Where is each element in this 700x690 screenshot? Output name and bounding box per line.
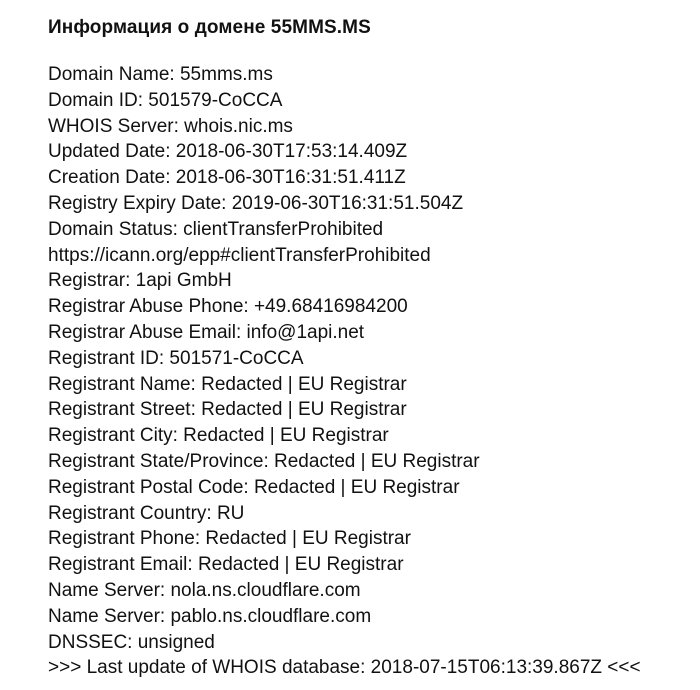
registrant-state-province-line: Registrant State/Province: Redacted | EU Registrar — [48, 450, 480, 472]
domain-status-line: Domain Status: clientTransferProhibited https://icann.org/epp#clientTransferProhibited — [48, 218, 431, 266]
registrar-line: Registrar: 1api GmbH — [48, 270, 232, 292]
page-title: Информация о домене 55MMS.MS — [48, 17, 371, 38]
registrant-phone-line: Registrant Phone: Redacted | EU Registrar — [48, 528, 411, 550]
registry-expiry-date-line: Registry Expiry Date: 2019-06-30T16:31:51.504Z — [48, 192, 464, 214]
name-server-line: Name Server: nola.ns.cloudflare.com — [48, 579, 361, 601]
name-server-line: Name Server: pablo.ns.cloudflare.com — [48, 605, 372, 627]
registrant-city-line: Registrant City: Redacted | EU Registrar — [48, 425, 389, 447]
whois-document — [48, 14, 688, 681]
registrant-email-line: Registrant Email: Redacted | EU Registrar — [48, 554, 404, 576]
registrar-abuse-phone-line: Registrar Abuse Phone: +49.68416984200 — [48, 296, 408, 318]
registrant-name-line: Registrant Name: Redacted | EU Registrar — [48, 373, 407, 395]
registrar-abuse-email-line: Registrar Abuse Email: info@1api.net — [48, 321, 365, 343]
updated-date-line: Updated Date: 2018-06-30T17:53:14.409Z — [48, 141, 408, 163]
registrant-street-line: Registrant Street: Redacted | EU Registrar — [48, 399, 407, 421]
domain-id-line: Domain ID: 501579-CoCCA — [48, 89, 283, 111]
domain-name-line: Domain Name: 55mms.ms — [48, 64, 273, 85]
registrant-id-line: Registrant ID: 501571-CoCCA — [48, 347, 304, 369]
whois-server-line: WHOIS Server: whois.nic.ms — [48, 115, 293, 137]
creation-date-line: Creation Date: 2018-06-30T16:31:51.411Z — [48, 167, 406, 189]
whois-record — [48, 62, 688, 681]
registrant-postal-code-line: Registrant Postal Code: Redacted | EU Registrar — [48, 476, 460, 498]
registrant-country-line: Registrant Country: RU — [48, 502, 245, 524]
dnssec-line: DNSSEC: unsigned — [48, 631, 215, 653]
last-update-line: >>> Last update of WHOIS database: 2018-07-15T06:13:39.867Z <<< — [48, 657, 641, 679]
